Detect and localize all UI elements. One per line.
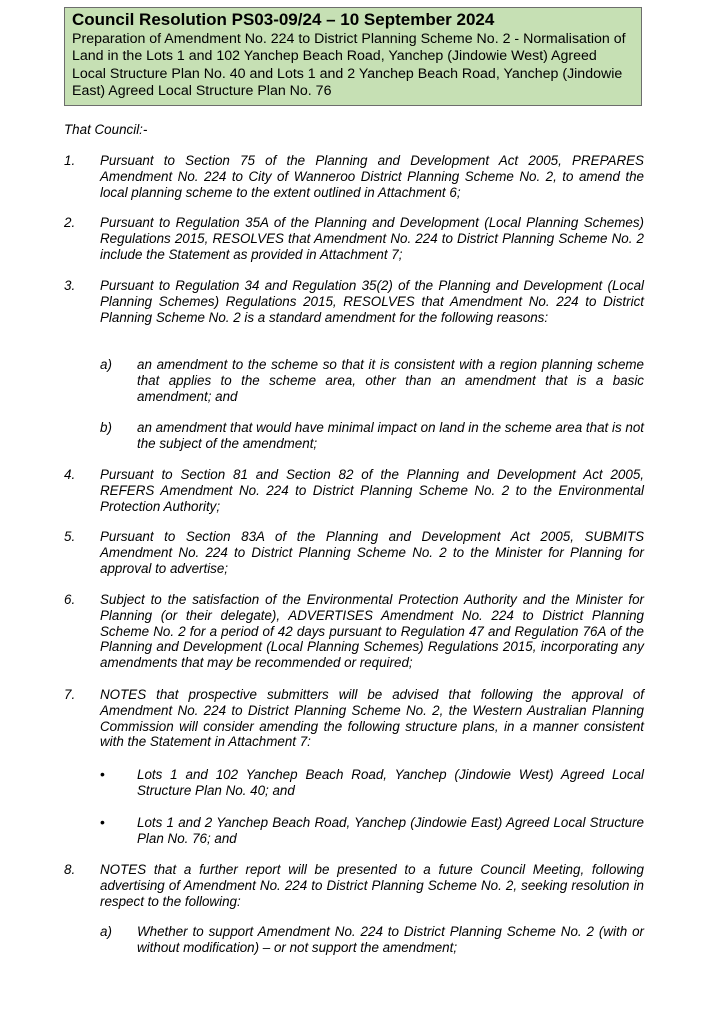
item-number: 7. [64, 687, 76, 702]
item-number: 6. [64, 592, 76, 607]
item-text: Pursuant to Regulation 34 and Regulation 35(2) of the Planning and Development (Local Planning Schemes) Regulations 2015, RESOLVES that Amendment No. 224 to District Planning Scheme No. 2 is a standard amendment for the following reasons: [100, 278, 644, 325]
resolution-item-3 [64, 278, 644, 325]
sub-item-3a [100, 357, 644, 404]
sub-item-text: an amendment that would have minimal impact on land in the scheme area that is not the subject of the amendment; [137, 420, 644, 451]
resolution-item-5 [64, 529, 644, 576]
item-number: 1. [64, 153, 76, 168]
bullet-item-7-1 [100, 767, 644, 799]
bullet-text: Lots 1 and 2 Yanchep Beach Road, Yanchep (Jindowie East) Agreed Local Structure Plan No. 76; and [137, 815, 644, 846]
bullet-marker: • [100, 766, 105, 782]
bullet-marker: • [100, 814, 105, 830]
resolution-subtitle: Preparation of Amendment No. 224 to District Planning Scheme No. 2 - Normalisation of Land in the Lots 1 and 102 Yanchep Beach Road, Yanchep (Jindowie West) Agreed Local Structure Plan No. 40 and Lots 1 and 2 Yanchep Beach Road, Yanchep (Jindowie East) Agreed Local Structure Plan No. 76 [72, 31, 626, 100]
bullet-text: Lots 1 and 102 Yanchep Beach Road, Yanchep (Jindowie West) Agreed Local Structure Plan No. 40; and [137, 767, 644, 798]
sub-item-text: an amendment to the scheme so that it is consistent with a region planning scheme that applies to the scheme area, other than an amendment that is a basic amendment; and [137, 357, 644, 404]
resolution-item-7 [64, 687, 644, 750]
resolution-header-box [64, 7, 642, 106]
item-text: Pursuant to Regulation 35A of the Planning and Development (Local Planning Schemes) Regulations 2015, RESOLVES that Amendment No. 224 to District Planning Scheme No. 2 include the Statement as provided in Attachment 7; [100, 215, 644, 262]
bullet-item-7-2 [100, 815, 644, 847]
resolution-item-6 [64, 592, 644, 671]
resolution-item-2 [64, 215, 644, 262]
item-number: 3. [64, 278, 76, 293]
item-text: Pursuant to Section 83A of the Planning and Development Act 2005, SUBMITS Amendment No. 224 to District Planning Scheme No. 2 to the Minister for Planning for approval to advertise; [100, 529, 644, 576]
item-number: 4. [64, 467, 76, 482]
item-text: Pursuant to Section 81 and Section 82 of the Planning and Development Act 2005, REFERS Amendment No. 224 to District Planning Scheme No. 2 to the Environmental Protection Authority; [100, 467, 644, 514]
item-number: 2. [64, 215, 76, 230]
sub-item-marker: b) [100, 420, 112, 435]
resolution-item-8 [64, 862, 644, 909]
intro-text: That Council:- [64, 122, 148, 137]
item-text: Subject to the satisfaction of the Environmental Protection Authority and the Minister for Planning (or their delegate), ADVERTISES Amendment No. 224 to District Planning Scheme No. 2 for a period of 42 days pursuant to Regulation 47 and Regulation 76A of the Planning and Development (Local Planning Schemes) Regulations 2015, incorporating any amendments that may be recommended or required; [100, 592, 644, 671]
sub-item-8a [100, 924, 644, 956]
item-text: Pursuant to Section 75 of the Planning and Development Act 2005, PREPARES Amendment No. 224 to City of Wanneroo District Planning Scheme No. 2, to amend the local planning scheme to the extent outlined in Attachment 6; [100, 153, 644, 200]
item-text: NOTES that a further report will be presented to a future Council Meeting, following advertising of Amendment No. 224 to District Planning Scheme No. 2, seeking resolution in respect to the following: [100, 862, 644, 909]
resolution-item-1 [64, 153, 644, 200]
sub-item-marker: a) [100, 357, 112, 372]
item-number: 8. [64, 862, 76, 877]
item-number: 5. [64, 529, 76, 544]
sub-item-text: Whether to support Amendment No. 224 to District Planning Scheme No. 2 (with or without modification) – or not support the amendment; [137, 924, 644, 955]
sub-item-marker: a) [100, 924, 112, 939]
resolution-title: Council Resolution PS03-09/24 – 10 September 2024 [72, 10, 495, 29]
resolution-item-4 [64, 467, 644, 514]
item-text: NOTES that prospective submitters will be advised that following the approval of Amendment No. 224 to District Planning Scheme No. 2, the Western Australian Planning Commission will consider amending the following structure plans, in a manner consistent with the Statement in Attachment 7: [100, 687, 644, 750]
sub-item-3b [100, 420, 644, 452]
